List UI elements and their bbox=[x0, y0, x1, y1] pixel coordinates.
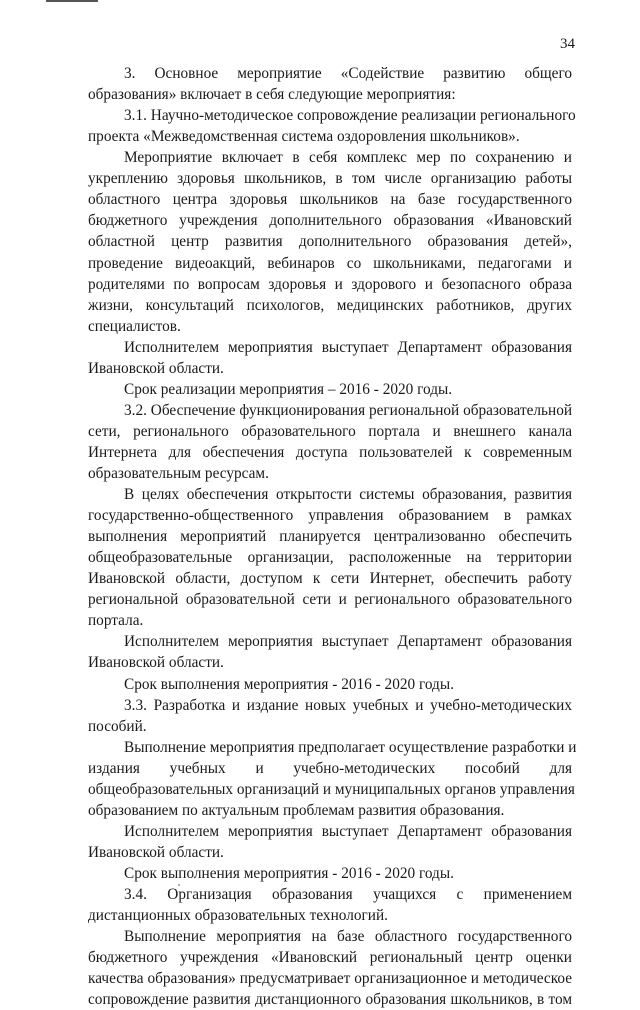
text-line: региональной образовательной сети и регионального образовательного bbox=[88, 591, 572, 609]
text-line: областного центра здоровья школьников на базе государственного bbox=[88, 191, 572, 209]
text-line: Ивановской области. bbox=[88, 843, 224, 861]
text-line: Исполнителем мероприятия выступает Департамент образования bbox=[124, 338, 572, 356]
text-line: сети, регионального образовательного портала и внешнего канала bbox=[88, 422, 572, 440]
text-line: 3.4. Организация образования учащихся с применением bbox=[124, 886, 572, 903]
text-line: образованием по актуальным проблемам развития образования. bbox=[88, 801, 505, 819]
text-line: дистанционных образовательных технологий. bbox=[88, 907, 388, 924]
text-line: областной центр развития дополнительного образования детей», bbox=[88, 233, 572, 251]
text-line: родителями по вопросам здоровья и здорового и безопасного образа bbox=[88, 275, 572, 293]
text-line: специалистов. bbox=[88, 317, 181, 335]
text-line: Срок выполнения мероприятия - 2016 - 2020 годы. bbox=[124, 864, 454, 882]
text-line: портала. bbox=[88, 612, 144, 630]
text-line: общеобразовательные организации, расположенные на территории bbox=[88, 549, 572, 567]
text-line: Ивановской области. bbox=[88, 654, 224, 672]
text-line: издания учебных и учебно-методических пособий для bbox=[88, 759, 572, 777]
text-line: государственно-общественного управления образованием в рамках bbox=[88, 507, 572, 525]
scan-speck bbox=[178, 884, 180, 886]
text-line: образования» включает в себя следующие мероприятия: bbox=[88, 86, 456, 103]
text-line: проекта «Межведомственная система оздоровления школьников». bbox=[88, 128, 520, 146]
text-line: сопровождение развития дистанционного образования школьников, в том bbox=[88, 991, 572, 1009]
text-line: Срок выполнения мероприятия - 2016 - 2020 годы. bbox=[124, 675, 454, 693]
text-line: проведение видеоакций, вебинаров со школьниками, педагогами и bbox=[88, 254, 572, 272]
page-number: 34 bbox=[560, 36, 575, 52]
text-line: Выполнение мероприятия на базе областного государственного bbox=[124, 928, 572, 946]
text-line: бюджетного учреждения дополнительного образования «Ивановский bbox=[88, 212, 572, 230]
text-line: 3.3. Разработка и издание новых учебных и учебно-методических bbox=[124, 696, 572, 714]
text-line: качества образования» предусматривает организационное и методическое bbox=[88, 970, 572, 988]
text-line: 3.2. Обеспечение функционирования региональной образовательной bbox=[124, 401, 573, 419]
text-line: Выполнение мероприятия предполагает осуществление разработки и bbox=[124, 738, 577, 756]
text-line: Ивановской области. bbox=[88, 359, 224, 377]
text-line: Мероприятие включает в себя комплекс мер по сохранению и bbox=[124, 149, 572, 167]
text-line: Исполнителем мероприятия выступает Департамент образования bbox=[124, 822, 572, 840]
text-line: пособий. bbox=[88, 717, 147, 735]
text-line: 3.1. Научно-методическое сопровождение реализации регионального bbox=[124, 107, 576, 125]
text-line: жизни, консультаций психологов, медицинских работников, других bbox=[88, 296, 572, 314]
text-line: Срок реализации мероприятия – 2016 - 2020 годы. bbox=[124, 380, 453, 398]
text-line: Интернета для обеспечения доступа пользователей к современным bbox=[88, 443, 572, 461]
text-line: укреплению здоровья школьников, в том числе организацию работы bbox=[88, 170, 572, 188]
text-line: 3. Основное мероприятие «Содействие развитию общего bbox=[124, 65, 572, 82]
text-line: образовательным ресурсам. bbox=[88, 464, 269, 482]
text-line: В целях обеспечения открытости системы образования, развития bbox=[124, 486, 572, 503]
text-line: бюджетного учреждения «Ивановский региональный центр оценки bbox=[88, 949, 572, 967]
text-line: Ивановской области, доступом к сети Интернет, обеспечить работу bbox=[88, 570, 572, 588]
text-line: выполнения мероприятий планируется централизованно обеспечить bbox=[88, 528, 572, 546]
scan-edge-mark bbox=[46, 0, 98, 2]
text-line: общеобразовательных организаций и муниципальных органов управления bbox=[88, 780, 575, 798]
text-line: Исполнителем мероприятия выступает Департамент образования bbox=[124, 633, 572, 651]
